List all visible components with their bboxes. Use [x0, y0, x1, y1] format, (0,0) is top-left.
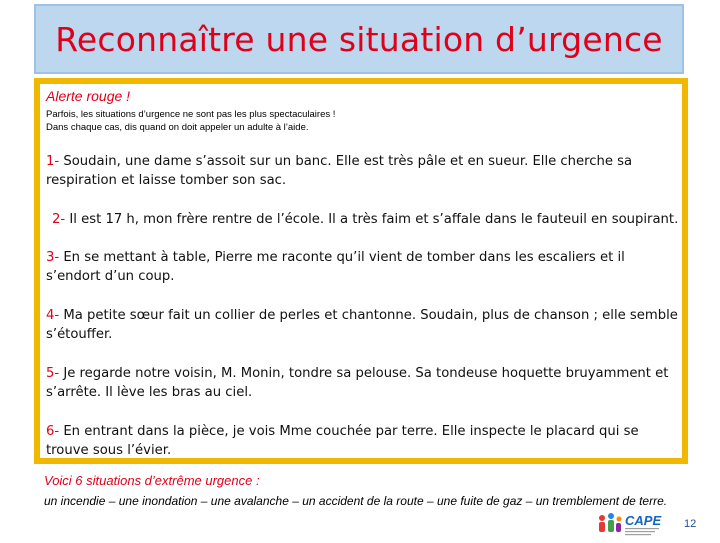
alert-intro — [46, 108, 666, 134]
situation-6 — [46, 422, 682, 460]
emergency-list-title: Voici 6 situations d’extrême urgence : — [44, 473, 260, 488]
situation-5 — [46, 364, 682, 402]
situation-text: Ma petite sœur fait un collier de perles et chantonne. Soudain, plus de chanson ; elle semble s’étouffer. — [46, 308, 678, 342]
logo-text: CAPE — [625, 513, 662, 528]
situation-4 — [46, 306, 682, 344]
situation-number: 5- — [46, 366, 60, 381]
situation-text: Il est 17 h, mon frère rentre de l’école. Il a très faim et s’affale dans le fauteuil en soupirant. — [65, 212, 679, 227]
intro-line-2: Dans chaque cas, dis quand on doit appeler un adulte à l’aide. — [46, 122, 309, 133]
situation-number: 4- — [46, 308, 60, 323]
situation-number: 6- — [46, 424, 60, 439]
page-title: Reconnaître une situation d’urgence — [55, 19, 663, 59]
situation-text: En entrant dans la pièce, je vois Mme couchée par terre. Elle inspecte le placard qui se trouve sous l’évier. — [46, 424, 639, 458]
emergency-list: un incendie – une inondation – une avalanche – un accident de la route – une fuite de gaz – un tremblement de terre. — [44, 494, 668, 508]
situation-text: Je regarde notre voisin, M. Monin, tondre sa pelouse. Sa tondeuse hoquette bruyamment et s’arrête. Il lève les bras au ciel. — [46, 366, 669, 400]
intro-line-1: Parfois, les situations d’urgence ne sont pas les plus spectaculaires ! — [46, 109, 336, 120]
title-banner — [34, 4, 684, 74]
alert-title: Alerte rouge ! — [46, 88, 131, 104]
situation-text: Soudain, une dame s’assoit sur un banc. Elle est très pâle et en sueur. Elle cherche sa respiration et laisse tomber son sac. — [46, 154, 633, 188]
situation-number: 2- — [52, 212, 66, 227]
situation-3 — [46, 248, 682, 286]
situation-number: 1- — [46, 154, 60, 169]
situation-1 — [46, 152, 682, 190]
page-number: 12 — [684, 518, 697, 530]
situation-2 — [52, 210, 688, 229]
situation-text: En se mettant à table, Pierre me raconte qu’il vient de tomber dans les escaliers et il s’endort d’un coup. — [46, 250, 625, 284]
situations-frame — [34, 78, 688, 464]
situation-number: 3- — [46, 250, 60, 265]
cape-logo — [594, 510, 674, 538]
logo-graphic — [594, 510, 674, 538]
